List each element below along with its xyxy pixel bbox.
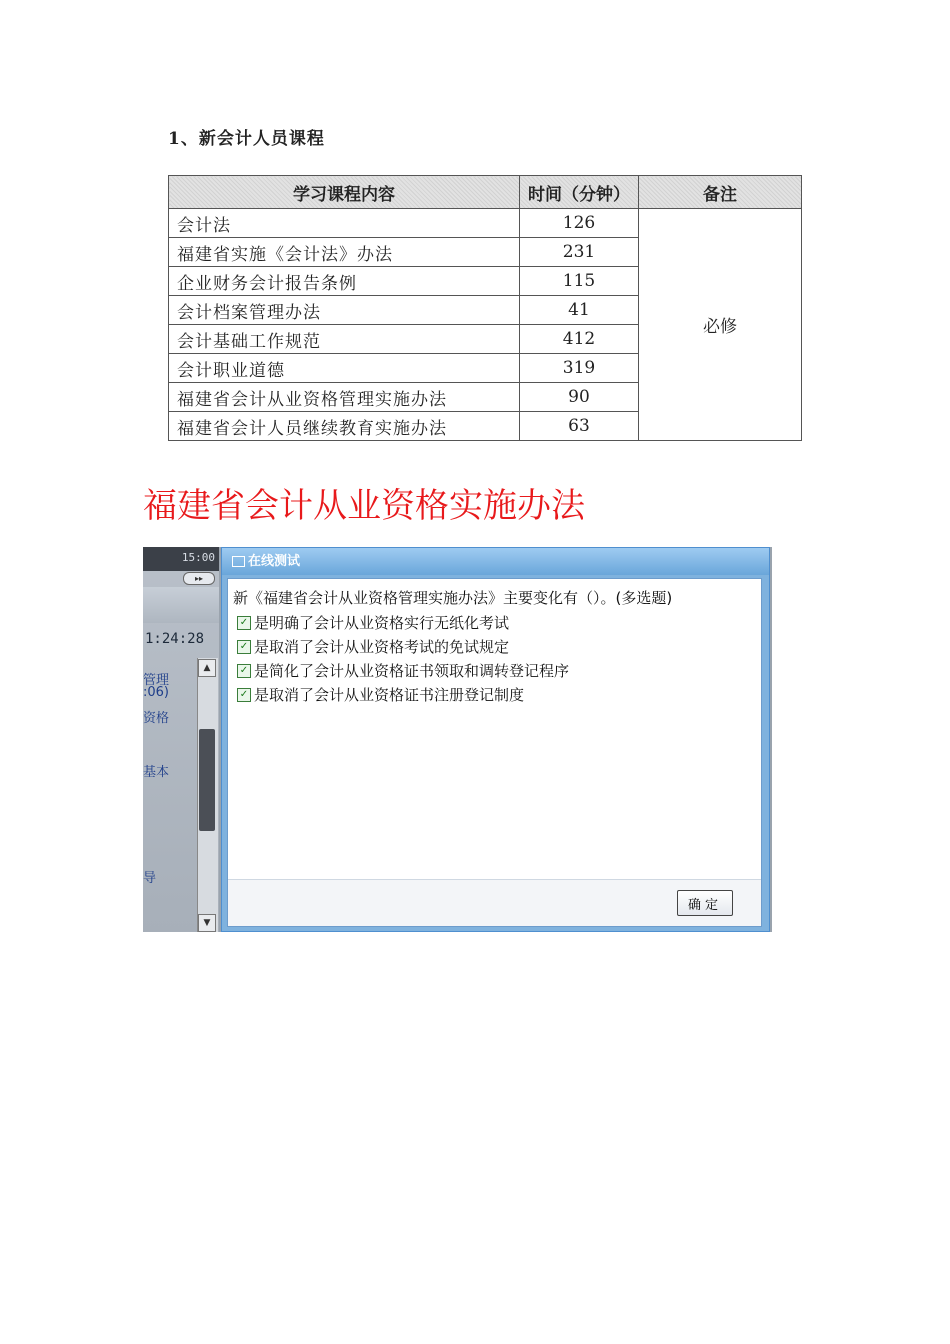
dialog-title-bar	[222, 548, 769, 575]
answer-option-label: 是取消了会计从业资格考试的免试规定	[254, 638, 510, 656]
answer-option-label: 是简化了会计从业资格证书领取和调转登记程序	[254, 662, 570, 680]
sidebar-item-text[interactable]: 导	[143, 871, 157, 886]
course-note: 必修	[639, 209, 802, 441]
course-name: 会计职业道德	[169, 354, 520, 383]
section-heading: 1、新会计人员课程	[168, 129, 325, 149]
course-name: 会计基础工作规范	[169, 325, 520, 354]
course-table	[168, 175, 802, 441]
question-text: 新《福建省会计从业资格管理实施办法》主要变化有（）。(多选题)	[233, 589, 673, 607]
elapsed-time: 1:24:28	[145, 631, 205, 647]
answer-option-label: 是明确了会计从业资格实行无纸化考试	[254, 614, 510, 632]
scrollbar-thumb[interactable]	[199, 729, 215, 831]
course-minutes: 63	[520, 412, 639, 441]
sidebar-item-text[interactable]: 基本	[143, 765, 170, 780]
answer-option[interactable]	[237, 636, 509, 657]
answer-option-label: 是取消了会计从业资格证书注册登记制度	[254, 686, 525, 704]
sidebar-item-text[interactable]: 资格	[143, 711, 170, 726]
checkbox-checked-icon[interactable]: ✓	[237, 664, 251, 678]
checkbox-checked-icon[interactable]: ✓	[237, 616, 251, 630]
answer-option[interactable]	[237, 660, 569, 681]
red-heading: 福建省会计从业资格实施办法	[143, 486, 585, 526]
player-top-bar	[143, 547, 219, 571]
checkbox-checked-icon[interactable]: ✓	[237, 640, 251, 654]
answer-option[interactable]	[237, 612, 509, 633]
course-name: 会计档案管理办法	[169, 296, 520, 325]
column-header-note: 备注	[639, 176, 802, 209]
course-name: 会计法	[169, 209, 520, 238]
sidebar-item-text[interactable]: :06)	[143, 685, 169, 700]
course-name: 福建省实施《会计法》办法	[169, 238, 520, 267]
clock-text: 15:00	[181, 551, 215, 564]
course-name: 福建省会计人员继续教育实施办法	[169, 412, 520, 441]
course-minutes: 90	[520, 383, 639, 412]
course-minutes: 41	[520, 296, 639, 325]
course-minutes: 319	[520, 354, 639, 383]
window-icon	[232, 556, 245, 567]
answer-option[interactable]	[237, 684, 524, 705]
course-minutes: 115	[520, 267, 639, 296]
course-minutes: 412	[520, 325, 639, 354]
player-glow	[143, 587, 219, 623]
scroll-down-arrow-icon[interactable]: ▼	[198, 914, 216, 932]
course-minutes: 231	[520, 238, 639, 267]
confirm-button[interactable]: 确定	[677, 890, 733, 916]
fast-forward-button[interactable]: ▸▸	[183, 572, 215, 585]
table-header-row	[169, 176, 802, 209]
column-header-course: 学习课程内容	[169, 176, 520, 209]
course-name: 企业财务会计报告条例	[169, 267, 520, 296]
dialog-footer	[228, 880, 761, 926]
course-minutes: 126	[520, 209, 639, 238]
scroll-up-arrow-icon[interactable]: ▲	[198, 659, 216, 677]
column-header-time: 时间（分钟）	[520, 176, 639, 209]
dialog-title: 在线测试	[248, 554, 301, 569]
player-side-panel	[143, 547, 219, 932]
table-row	[169, 209, 802, 238]
dialog-body	[227, 578, 762, 927]
checkbox-checked-icon[interactable]: ✓	[237, 688, 251, 702]
online-test-dialog	[221, 547, 770, 932]
embedded-screenshot	[143, 547, 772, 932]
course-name: 福建省会计从业资格管理实施办法	[169, 383, 520, 412]
sidebar-item-text[interactable]: 管理	[143, 673, 170, 688]
